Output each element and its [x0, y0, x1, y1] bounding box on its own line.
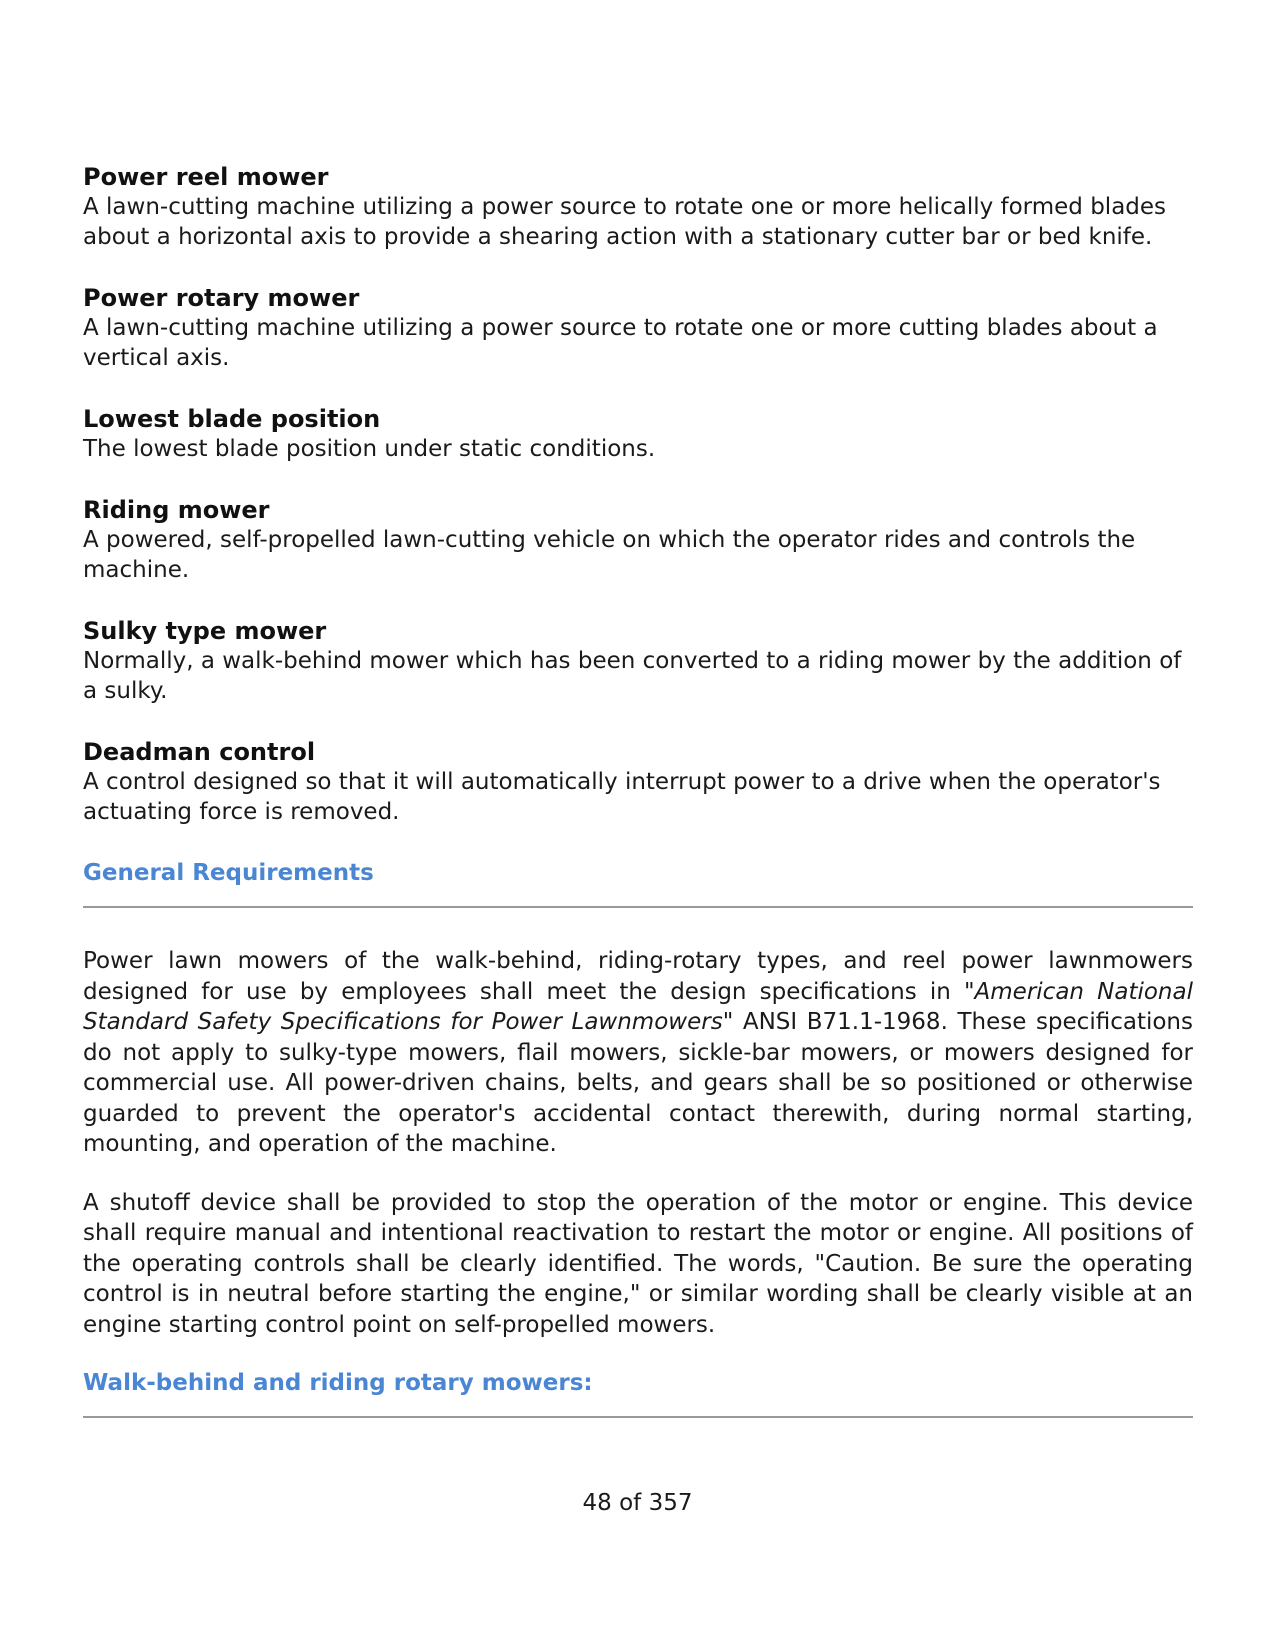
definition-text: The lowest blade position under static conditions.: [83, 436, 656, 462]
definition-deadman-control: [83, 737, 1193, 827]
definition-text: A lawn-cutting machine utilizing a power source to rotate one or more helically formed blades about a horizontal axis to provide a shearing action with a stationary cutter bar or bed knife.: [83, 194, 1167, 250]
definition-text: A control designed so that it will automatically interrupt power to a drive when the operator's actuating force is removed.: [83, 769, 1161, 825]
paragraph-text-before: Power lawn mowers of the walk-behind, riding-rotary types, and reel power lawnmowers designed for use by employees shall meet the design specifications in ": [83, 948, 1193, 1005]
paragraph-text-after: " ANSI B71.1-1968. These specifications do not apply to sulky-type mowers, flail mowers, sickle-bar mowers, or mowers designed for commercial use. All power-driven chains, belts, and gears shall be so positioned or otherwise guarded to prevent the operator's accidental contact therewith, during normal starting, mounting, and operation of the machine.: [83, 1009, 1193, 1157]
definition-riding-mower: [83, 495, 1193, 585]
definition-lowest-blade-position: [83, 404, 1193, 464]
definition-term: Power rotary mower: [83, 284, 360, 312]
definition-power-rotary-mower: [83, 283, 1193, 373]
definition-term: Sulky type mower: [83, 617, 327, 645]
definition-text: A powered, self-propelled lawn-cutting vehicle on which the operator rides and controls the machine.: [83, 527, 1136, 583]
document-page: [83, 162, 1193, 1418]
definition-text: A lawn-cutting machine utilizing a power source to rotate one or more cutting blades about a vertical axis.: [83, 315, 1158, 371]
general-requirements-paragraph-2: A shutoff device shall be provided to stop the operation of the motor or engine. This device shall require manual and intentional reactivation to restart the motor or engine. All positions of the operating controls shall be clearly identified. The words, "Caution. Be sure the operating control is in neutral before starting the engine," or similar wording shall be clearly visible at an engine starting control point on self-propelled mowers.: [83, 1189, 1193, 1338]
general-requirements-paragraph-1: [83, 946, 1193, 1160]
section-heading-general-requirements: General Requirements: [83, 858, 1193, 908]
definition-term: Power reel mower: [83, 163, 329, 191]
definition-sulky-type-mower: [83, 616, 1193, 706]
definition-term: Riding mower: [83, 496, 270, 524]
definition-text: Normally, a walk-behind mower which has been converted to a riding mower by the addition of a sulky.: [83, 648, 1182, 704]
definition-term: Lowest blade position: [83, 405, 381, 433]
standard-title-italic: American National Standard Safety Specifications for Power Lawnmowers: [83, 978, 1193, 1035]
definition-term: Deadman control: [83, 738, 316, 766]
section-heading-walk-behind-riding-rotary: Walk-behind and riding rotary mowers:: [83, 1368, 1193, 1418]
definition-power-reel-mower: [83, 162, 1193, 252]
page-number: 48 of 357: [582, 1490, 693, 1516]
